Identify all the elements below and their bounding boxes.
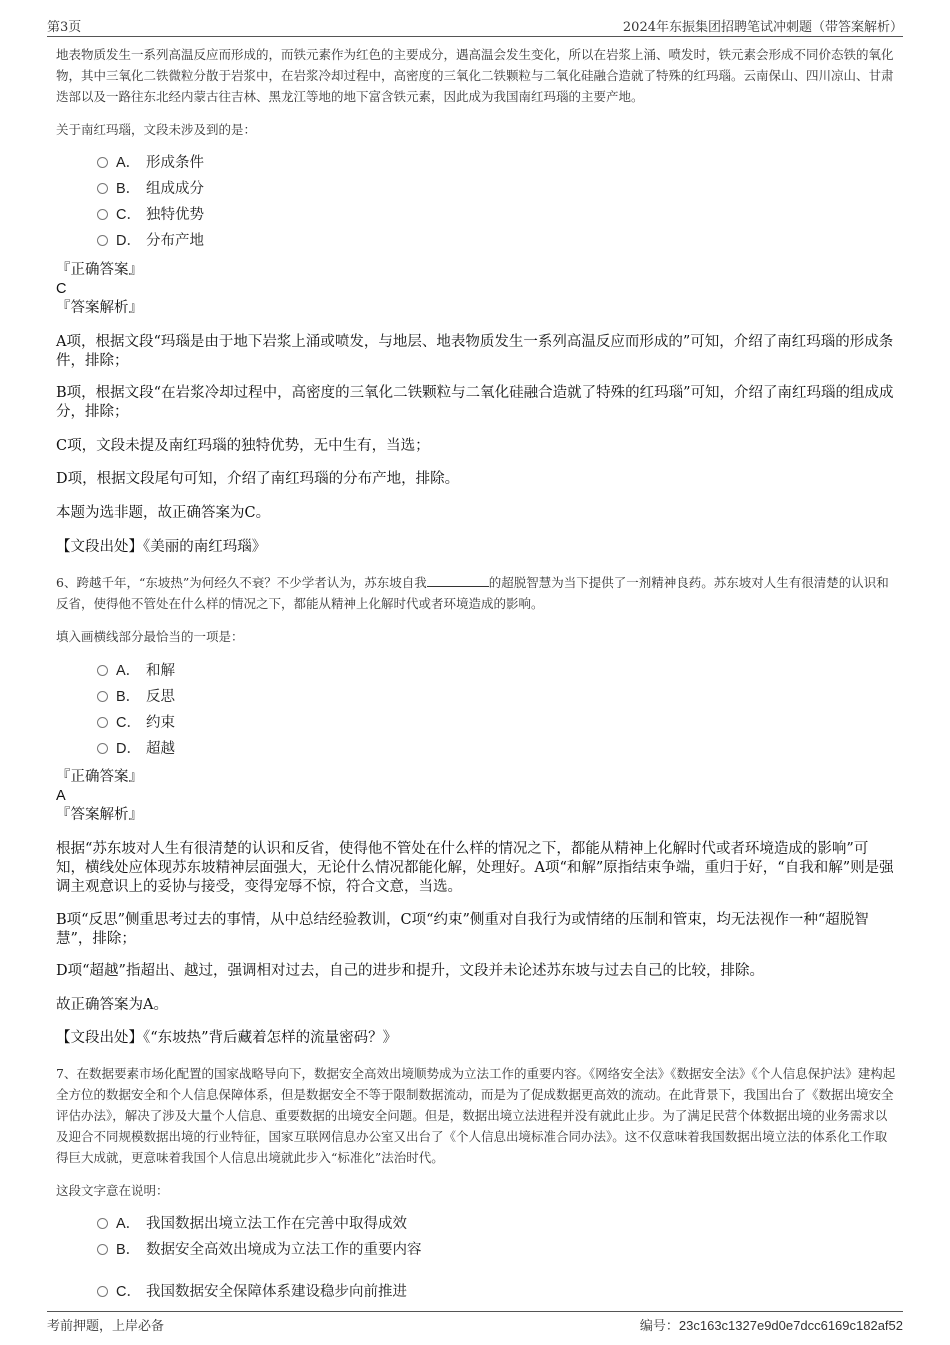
q5-option-c[interactable]: C． 独特优势 [97,204,204,226]
answer-label: 『正确答案』 [56,262,143,278]
analysis-label: 『答案解析』 [56,807,143,823]
radio-icon[interactable] [97,157,108,168]
q7-stem: 这段文字意在说明： [56,1183,169,1198]
q6-option-c[interactable]: C． 约束 [97,712,175,734]
radio-icon[interactable] [97,691,108,702]
radio-icon[interactable] [97,665,108,676]
q5-analysis-a: A项，根据文段“玛瑙是由于地下岩浆上涌或喷发，与地层、地表物质发生一系列高温反应而形成的”可知，介绍了南红玛瑙的形成条件，排除； [56,334,894,369]
q5-analysis-d: D项，根据文段尾句可知，介绍了南红玛瑙的分布产地，排除。 [56,471,460,487]
q5-source: 【文段出处】《美丽的南红玛瑙》 [56,539,267,555]
document-code: 编号：23c163c1327e9d0e7dcc6169c182af52 [639,1318,903,1334]
q6-conclusion: 故正确答案为A。 [56,997,168,1013]
page-header [47,14,903,37]
answer-value: C [56,281,67,297]
q6-analysis-3: D项“超越”指超出、越过，强调相对过去，自己的进步和提升，文段并未论述苏东坡与过去自己的比较，排除。 [56,963,764,979]
page-footer [47,1311,903,1334]
q6-answer-block [56,768,896,825]
radio-icon[interactable] [97,209,108,220]
document-title: 2024年东振集团招聘笔试冲刺题（带答案解析） [622,20,903,35]
q6-option-a[interactable]: A． 和解 [97,660,175,682]
radio-icon[interactable] [97,235,108,246]
fill-blank [427,574,489,587]
q5-conclusion: 本题为选非题，故正确答案为C。 [56,505,271,521]
radio-icon[interactable] [97,1218,108,1229]
q5-passage: 地表物质发生一系列高温反应而形成的，而铁元素作为红色的主要成分，遇高温会发生变化，所以在岩浆上涌、喷发时，铁元素会形成不同价态铁的氧化物，其中三氧化二铁微粒分散于岩浆中，在岩浆冷却过程中，高密度的三氧化二铁颗粒与二氧化硅融合造就了特殊的红玛瑙。云南保山、四川凉山、甘肃迭部以及一路往东北经内蒙古往吉林、黑龙江等地的地下富含铁元素，因此成为我国南红玛瑙的主要产地。 [56,47,894,104]
q7-option-b[interactable]: B． 数据安全高效出境成为立法工作的重要内容 [97,1239,422,1261]
q6-stem: 填入画横线部分最恰当的一项是： [56,629,244,644]
q6-passage: 6、跨越千年，“东坡热”为何经久不衰？不少学者认为，苏东坡自我 的超脱智慧为当下提供了一剂精神良药。苏东坡对人生有很清楚的认识和反省，使得他不管处在什么样的情况之下，都能从精神上化解时代或者环境造成的影响。 [56,575,889,611]
q5-stem: 关于南红玛瑙，文段未涉及到的是： [56,122,257,137]
radio-icon[interactable] [97,1286,108,1297]
q5-option-b[interactable]: B． 组成成分 [97,178,204,200]
q5-answer-block [56,261,896,318]
answer-label: 『正确答案』 [56,769,143,785]
q6-source: 【文段出处】《“东坡热”背后藏着怎样的流量密码？》 [56,1030,398,1046]
answer-value: A [56,788,66,804]
q6-analysis-1: 根据“苏东坡对人生有很清楚的认识和反省，使得他不管处在什么样的情况之下，都能从精神上化解时代或者环境造成的影响”可知，横线处应体现苏东坡精神层面强大，无论什么情况都能化解，处理好。A项“和解”原指结束争端，重归于好，“自我和解”则是强调主观意识上的妥协与接受，变得宠辱不惊，符合文意，当选。 [56,841,894,895]
footer-slogan: 考前押题，上岸必备 [47,1319,165,1334]
analysis-label: 『答案解析』 [56,300,143,316]
q6-option-b[interactable]: B． 反思 [97,686,175,708]
q6-analysis-2: B项“反思”侧重思考过去的事情，从中总结经验教训，C项“约束”侧重对自我行为或情绪的压制和管束，均无法视作一种“超脱智慧”，排除； [56,912,869,947]
radio-icon[interactable] [97,183,108,194]
q5-analysis-c: C项，文段未提及南红玛瑙的独特优势，无中生有，当选； [56,438,430,454]
q7-option-c[interactable]: C． 我国数据安全保障体系建设稳步向前推进 [97,1281,407,1303]
q5-option-d[interactable]: D． 分布产地 [97,230,204,252]
q6-option-d[interactable]: D． 超越 [97,738,175,760]
radio-icon[interactable] [97,717,108,728]
radio-icon[interactable] [97,743,108,754]
radio-icon[interactable] [97,1244,108,1255]
q5-analysis-b: B项，根据文段“在岩浆冷却过程中，高密度的三氧化二铁颗粒与二氧化硅融合造就了特殊的红玛瑙”可知，介绍了南红玛瑙的组成成分，排除； [56,385,894,420]
q5-option-a[interactable]: A． 形成条件 [97,152,204,174]
q7-option-a[interactable]: A． 我国数据出境立法工作在完善中取得成效 [97,1213,407,1235]
q7-passage: 7、在数据要素市场化配置的国家战略导向下，数据安全高效出境顺势成为立法工作的重要内容。《网络安全法》《数据安全法》《个人信息保护法》建构起全方位的数据安全和个人信息保障体系，但是数据安全不等于限制数据流动，而是为了促成数据更高效的流动。在此背景下，我国出台了《数据出境安全评估办法》，解决了涉及大量个人信息、重要数据的出境安全问题。但是，数据出境立法进程并没有就此止步。为了满足民营个体数据出境的业务需求以及迎合不同规模数据出境的行业特征，国家互联网信息办公室又出台了《个人信息出境标准合同办法》。这不仅意味着我国数据出境立法的体系化工作取得巨大成就，更意味着我国个人信息出境就此步入“标准化”法治时代。 [56,1066,896,1165]
page-number: 第3页 [47,20,82,35]
